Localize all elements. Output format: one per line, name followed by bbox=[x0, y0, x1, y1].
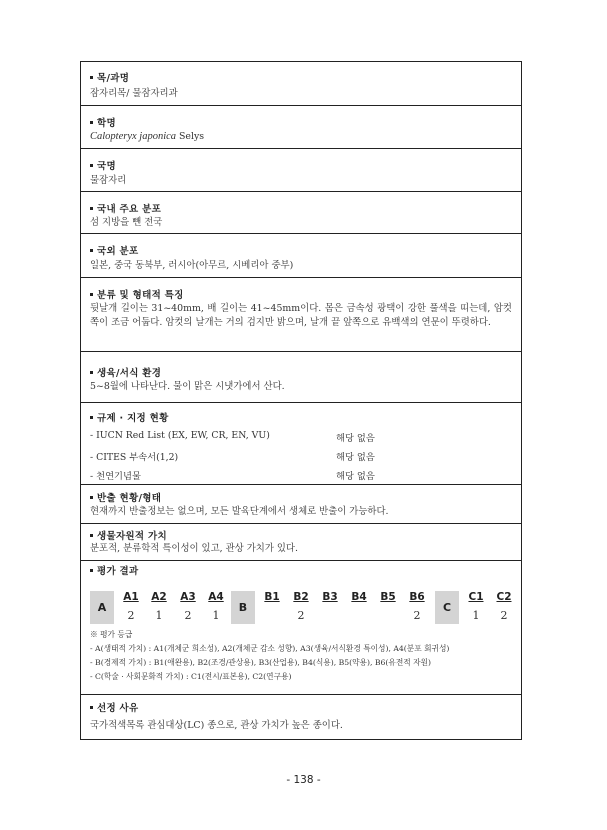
regulation-row bbox=[90, 449, 512, 465]
regulation-label: - CITES 부속서(1,2) bbox=[90, 452, 179, 463]
regulation-label: - 천연기념물 bbox=[90, 471, 142, 482]
section-evaluation bbox=[81, 561, 521, 695]
criterion-label: B5 bbox=[380, 591, 396, 603]
scientific-name-author: Selys bbox=[176, 131, 205, 142]
section-regulation bbox=[81, 403, 521, 485]
section-order-family bbox=[81, 62, 521, 106]
species-info-sheet bbox=[80, 61, 522, 740]
section-heading: 규제 · 지정 현황 bbox=[97, 413, 169, 424]
section-export bbox=[81, 485, 521, 524]
section-foreign-distribution bbox=[81, 234, 521, 278]
bullet-icon bbox=[90, 293, 93, 296]
regulation-value: 해당 없음 bbox=[336, 433, 375, 444]
criterion-value: 1 bbox=[155, 609, 163, 622]
criterion-label: A2 bbox=[151, 591, 167, 603]
bullet-icon bbox=[90, 706, 93, 709]
section-body: 5~8월에 나타난다. 물이 맑은 시냇가에서 산다. bbox=[90, 381, 285, 392]
evaluation-note: - A(생태적 가치) : A1(개체군 희소성), A2(개체군 감소 성향), A3(생육/서식환경 특이성), A4(분포 회귀성) bbox=[90, 644, 450, 653]
criterion-label: A1 bbox=[123, 591, 139, 603]
criterion-label: B3 bbox=[322, 591, 338, 603]
bullet-icon bbox=[90, 496, 93, 499]
criterion-value: 1 bbox=[472, 609, 480, 622]
bullet-icon bbox=[90, 164, 93, 167]
criterion-label: B6 bbox=[409, 591, 425, 603]
criterion-value: 1 bbox=[212, 609, 220, 622]
section-bio-value bbox=[81, 524, 521, 561]
evaluation-note: ※ 평가 등급 bbox=[90, 630, 133, 639]
regulation-label: - IUCN Red List (EX, EW, CR, EN, VU) bbox=[90, 430, 270, 441]
criterion-value: 2 bbox=[500, 609, 508, 622]
section-domestic-distribution bbox=[81, 192, 521, 234]
criterion-value: 2 bbox=[127, 609, 135, 622]
section-habitat bbox=[81, 352, 521, 403]
section-body: 현재까지 반출정보는 없으며, 모든 발육단계에서 생체로 반출이 가능하다. bbox=[90, 506, 389, 517]
section-body: 뒷날개 길이는 31~40mm, 배 길이는 41~45mm이다. 몸은 금속성 광택이 강한 풀색을 띠는데, 암컷 쪽이 조금 어둡다. 암컷의 날개는 거의 검지만 밝으며, 날개 끝 앞쪽으로 유백색의 연문이 뚜렷하다. bbox=[90, 303, 512, 328]
scientific-name-italic: Calopteryx japonica bbox=[90, 131, 177, 142]
section-heading: 분류 및 형태적 특징 bbox=[97, 290, 184, 301]
section-body: 물잠자리 bbox=[90, 175, 127, 186]
regulation-row bbox=[90, 468, 512, 484]
grade-box-b: B bbox=[231, 591, 255, 624]
bullet-icon bbox=[90, 249, 93, 252]
bullet-icon bbox=[90, 416, 93, 419]
bullet-icon bbox=[90, 76, 93, 79]
bullet-icon bbox=[90, 207, 93, 210]
criterion-label: B4 bbox=[351, 591, 367, 603]
section-body: 일본, 중국 동북부, 러시아(아무르, 시베리아 중부) bbox=[90, 260, 294, 271]
section-heading: 생물자원적 가치 bbox=[97, 531, 167, 542]
criterion-value: 2 bbox=[413, 609, 421, 622]
evaluation-note: - B(경제적 가치) : B1(애완용), B2(조경/관상용), B3(산업용), B4(식용), B5(약용), B6(유전적 자원) bbox=[90, 658, 431, 667]
bullet-icon bbox=[90, 371, 93, 374]
section-body: 섬 지방을 뺀 전국 bbox=[90, 217, 163, 228]
section-heading: 국명 bbox=[97, 161, 116, 172]
section-body bbox=[90, 130, 512, 144]
criterion-label: B1 bbox=[264, 591, 280, 603]
grade-box-a: A bbox=[90, 591, 114, 624]
regulation-row bbox=[90, 430, 512, 446]
section-body: 국가적색목록 관심대상(LC) 종으로, 관상 가치가 높은 종이다. bbox=[90, 720, 343, 731]
section-heading: 국내 주요 분포 bbox=[97, 204, 162, 215]
criterion-label: A3 bbox=[180, 591, 196, 603]
regulation-value: 해당 없음 bbox=[336, 452, 375, 463]
evaluation-note: - C(학술 · 사회문화적 가치) : C1(전시/표본용), C2(연구용) bbox=[90, 672, 292, 681]
section-heading: 국외 분포 bbox=[97, 246, 139, 257]
criterion-value: 2 bbox=[297, 609, 305, 622]
regulation-value: 해당 없음 bbox=[336, 471, 375, 482]
section-selection-reason bbox=[81, 695, 521, 741]
criterion-label: A4 bbox=[208, 591, 224, 603]
criterion-label: C2 bbox=[496, 591, 512, 603]
section-morphology bbox=[81, 278, 521, 352]
section-heading: 학명 bbox=[97, 118, 116, 129]
bullet-icon bbox=[90, 534, 93, 537]
section-heading: 목/과명 bbox=[97, 73, 130, 84]
page-number: - 138 - bbox=[286, 774, 321, 786]
bullet-icon bbox=[90, 121, 93, 124]
section-heading: 선정 사유 bbox=[97, 703, 139, 714]
section-heading: 생육/서식 환경 bbox=[97, 368, 162, 379]
section-body: 잠자리목/ 물잠자리과 bbox=[90, 88, 178, 99]
section-scientific-name bbox=[81, 106, 521, 149]
grade-box-c: C bbox=[435, 591, 459, 624]
criterion-value: 2 bbox=[184, 609, 192, 622]
criterion-label: C1 bbox=[468, 591, 484, 603]
evaluation-table bbox=[90, 588, 510, 627]
section-body: 분포적, 분류학적 특이성이 있고, 관상 가치가 있다. bbox=[90, 543, 298, 554]
section-heading: 평가 결과 bbox=[97, 566, 139, 577]
section-heading: 반출 현황/형태 bbox=[97, 493, 162, 504]
criterion-label: B2 bbox=[293, 591, 309, 603]
bullet-icon bbox=[90, 569, 93, 572]
section-korean-name bbox=[81, 149, 521, 192]
